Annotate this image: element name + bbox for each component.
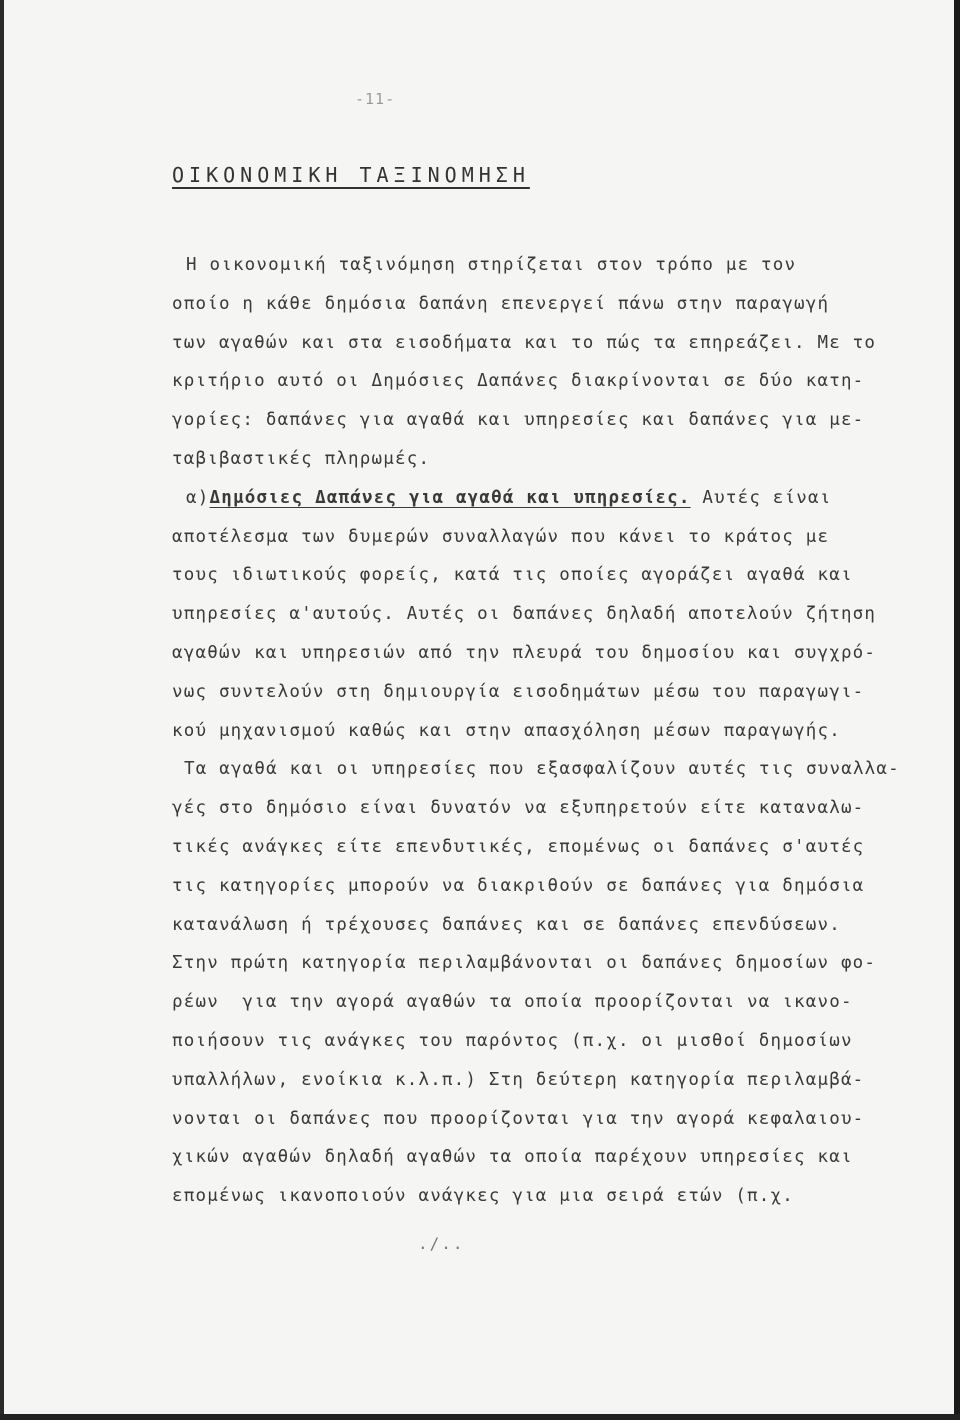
text-line: νονται οι δαπάνες που προορίζονται για την αγορά κεφαλαιου- [172,1108,865,1129]
scan-bottom-edge [0,1414,960,1420]
text-line: υπαλλήλων, ενοίκια κ.λ.π.) Στη δεύτερη κατηγορία περιλαμβά- [172,1069,865,1090]
text-line: τικές ανάγκες είτε επενδυτικές, επομένως οι δαπάνες σ'αυτές [172,836,865,857]
text-line: τις κατηγορίες μπορούν να διακριθούν σε δαπάνες για δημόσια [172,875,865,896]
continuation-mark: ./.. [418,1234,465,1253]
text-line: γορίες: δαπάνες για αγαθά και υπηρεσίες και δαπάνες για με- [172,410,865,431]
text-line: ποιήσουν τις ανάγκες του παρόντος (π.χ. οι μισθοί δημοσίων [172,1030,853,1051]
text-line: Στην πρώτη κατηγορία περιλαμβάνονται οι δαπάνες δημοσίων φο- [172,953,877,974]
scan-left-edge [0,0,4,1420]
body-text [172,246,900,1216]
subheading: Δημόσιες Δαπάνες για αγαθά και υπηρεσίες. [209,487,691,508]
text-line: χικών αγαθών δηλαδή αγαθών τα οποία παρέχουν υπηρεσίες και [172,1147,853,1168]
text-line: οποίο η κάθε δημόσια δαπάνη επενεργεί πάνω στην παραγωγή [172,293,830,314]
text-line: τους ιδιωτικούς φορείς, κατά τις οποίες αγοράζει αγαθά και [172,565,853,586]
text-line: γές στο δημόσιο είναι δυνατόν να εξυπηρετούν είτε καταναλω- [172,798,865,819]
text-line: νως συντελούν στη δημιουργία εισοδημάτων μέσω του παραγωγι- [172,681,865,702]
text-line: επομένως ικανοποιούν ανάγκες για μια σειρά ετών (π.χ. [172,1186,795,1207]
text-line: ταβιβαστικές πληρωμές. [172,448,431,469]
text-line: κριτήριο αυτό οι Δημόσιες Δαπάνες διακρίνονται σε δύο κατη- [172,371,865,392]
text-line: κατανάλωση ή τρέχουσες δαπάνες και σε δαπάνες επενδύσεων. [172,914,841,935]
text-line: ρέων για την αγορά αγαθών τα οποία προορίζονται να ικανο- [172,992,853,1013]
section-title: ΟΙΚΟΝΟΜΙΚΗ ΤΑΞΙΝΟΜΗΣΗ [172,163,530,187]
subheading-line [172,479,892,518]
subheading-marker: α) [186,487,210,508]
text-line: των αγαθών και στα εισοδήματα και το πώς τα επηρεάζει. Με το [172,332,877,353]
text-line: υπηρεσίες α'αυτούς. Αυτές οι δαπάνες δηλαδή αποτελούν ζήτηση [172,604,877,625]
subheading-tail: Αυτές είναι [690,487,832,508]
scan-right-edge [954,0,960,1420]
page-number: -11- [355,90,396,108]
text-line: Η οικονομική ταξινόμηση στηρίζεται στον τρόπο με τον [186,255,797,275]
text-line: αποτέλεσμα των δυμερών συναλλαγών που κάνει το κράτος με [172,526,830,547]
text-line: Τα αγαθά και οι υπηρεσίες που εξασφαλίζουν αυτές τις συναλλα- [184,759,900,780]
text-line: αγαθών και υπηρεσιών από την πλευρά του δημοσίου και συγχρό- [172,642,877,663]
text-line: κού μηχανισμού καθώς και στην απασχόληση μέσων παραγωγής. [172,720,841,741]
